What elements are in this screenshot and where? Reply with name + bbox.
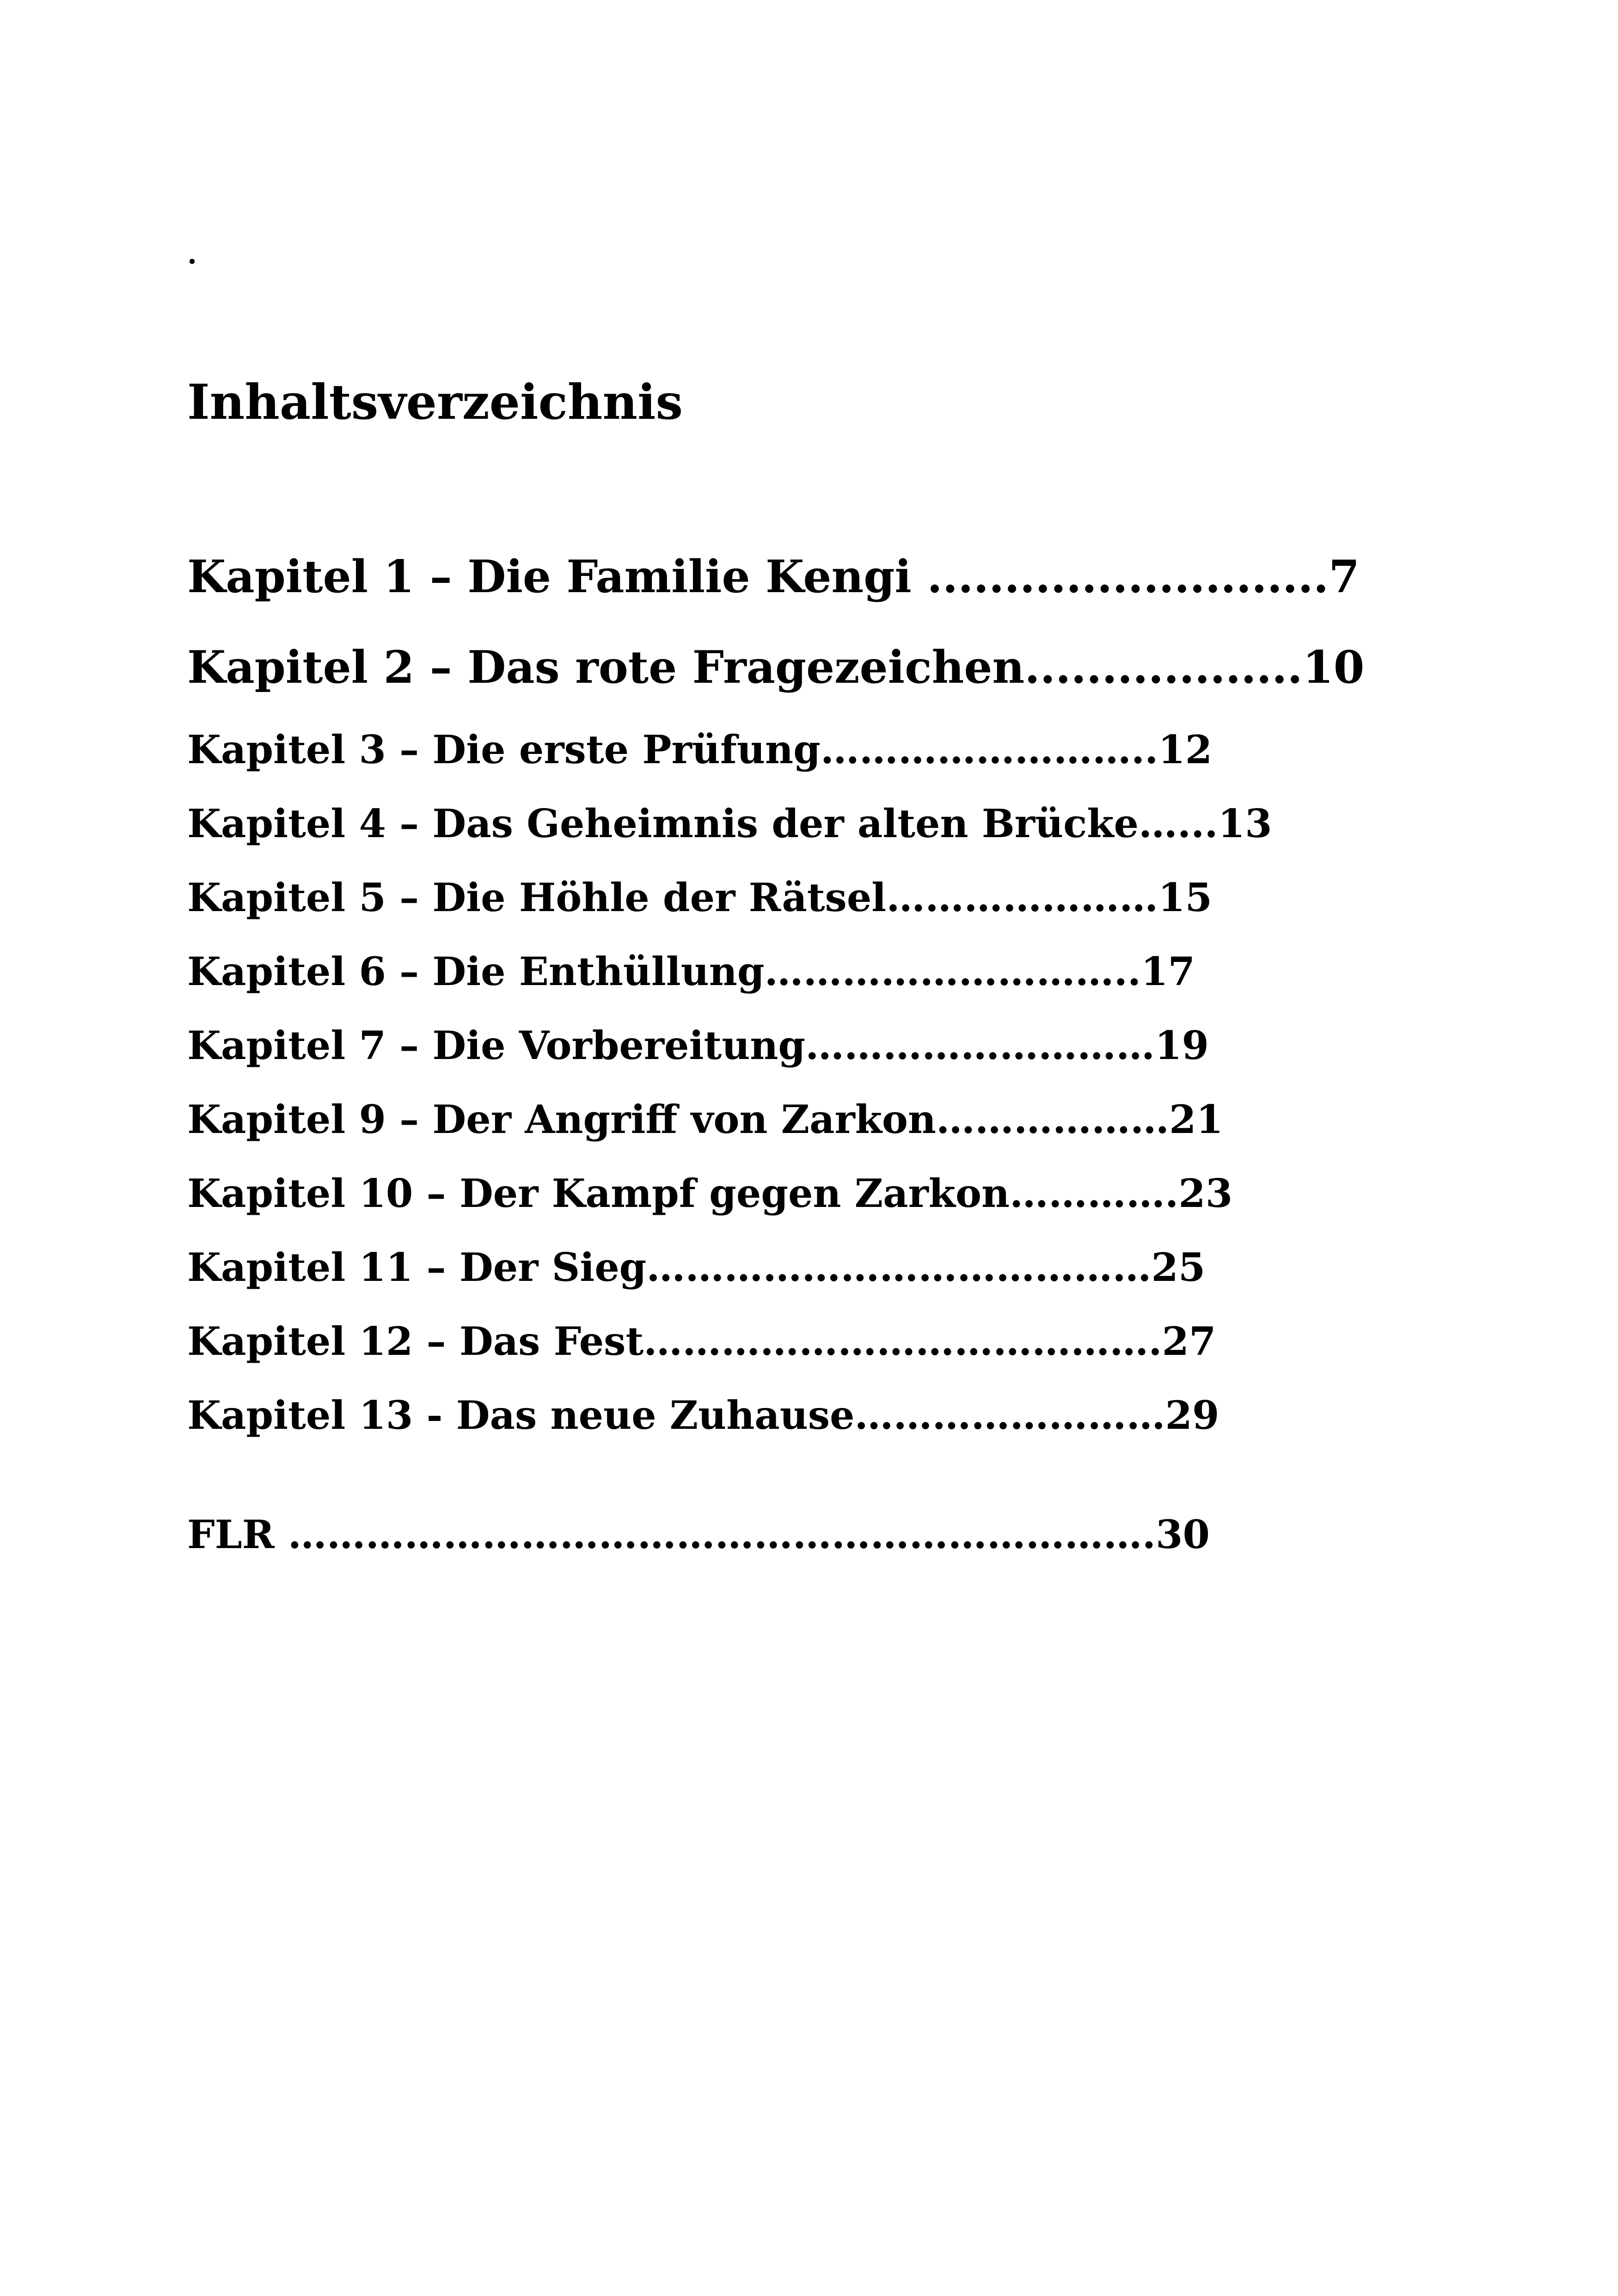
toc-entry-kapitel-3: Kapitel 3 – Die erste Prüfung……………………..12 bbox=[187, 727, 1213, 772]
toc-list bbox=[187, 532, 1364, 1452]
toc-entry-kapitel-13: Kapitel 13 - Das neue Zuhause……………………29 bbox=[187, 1392, 1220, 1438]
toc-entry-kapitel-10: Kapitel 10 – Der Kampf gegen Zarkon………….23 bbox=[187, 1170, 1233, 1216]
toc-entry-kapitel-4: Kapitel 4 – Das Geheimnis der alten Brücke…...13 bbox=[187, 801, 1272, 846]
toc-entry-kapitel-11: Kapitel 11 – Der Sieg…………………………………25 bbox=[187, 1244, 1206, 1290]
stray-dot: . bbox=[187, 238, 197, 270]
page-title: Inhaltsverzeichnis bbox=[187, 373, 683, 430]
toc-entry-kapitel-9: Kapitel 9 – Der Angriff von Zarkon………………21 bbox=[187, 1096, 1223, 1142]
toc-entry-kapitel-5: Kapitel 5 – Die Höhle der Rätsel…………………15 bbox=[187, 875, 1213, 920]
toc-entry-flr: FLR ………………………………………………………….30 bbox=[187, 1512, 1210, 1557]
toc-entry-kapitel-2: Kapitel 2 – Das rote Fragezeichen..................10 bbox=[187, 641, 1365, 693]
toc-entry-kapitel-7: Kapitel 7 – Die Vorbereitung………………………19 bbox=[187, 1022, 1209, 1068]
toc-entry-kapitel-12: Kapitel 12 – Das Fest………………………………….27 bbox=[187, 1318, 1216, 1364]
toc-entry-kapitel-6: Kapitel 6 – Die Enthüllung………………………..17 bbox=[187, 949, 1195, 994]
toc-entry-kapitel-1: Kapitel 1 – Die Familie Kengi ..........................7 bbox=[187, 551, 1360, 603]
